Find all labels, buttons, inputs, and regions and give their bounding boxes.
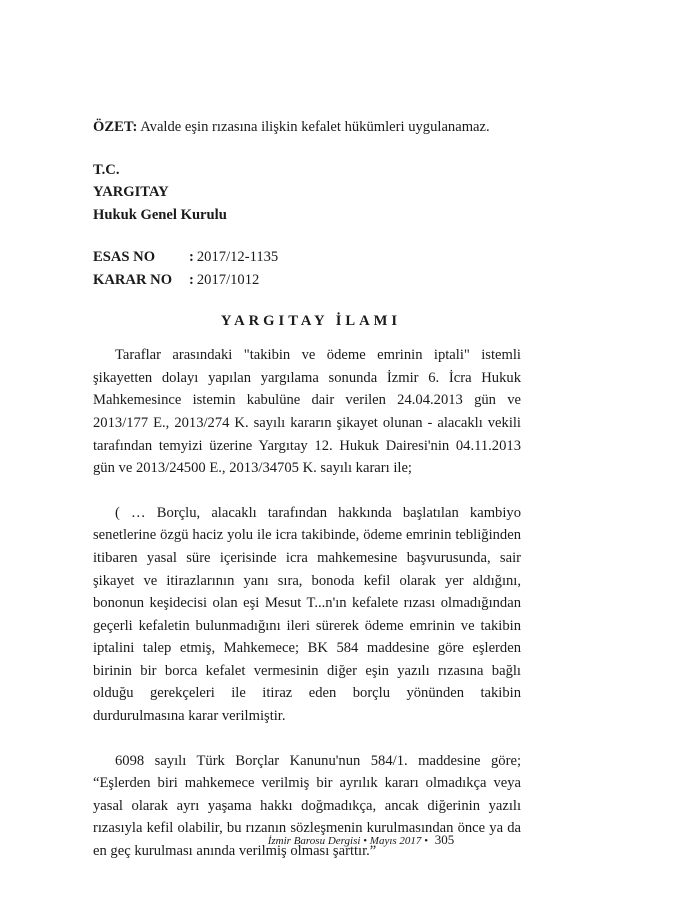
karar-value: 2017/1012 — [196, 271, 260, 288]
case-references — [93, 246, 521, 291]
esas-colon: : — [189, 249, 194, 266]
esas-row — [93, 246, 521, 269]
paragraph: Taraflar arasındaki "takibin ve ödeme emrinin iptali" istemli şikayetten dolayı yapılan yargılama sonunda İzmir 6. İcra Hukuk Mahkemesince istemin kabulüne dair verilen 24.04.2013 gün ve 2013/177 E., 2013/274 K. sayılı kararın şikayet olunan - alacaklı vekili tarafından temyizi üzerine Yargıtay 12. Hukuk Dairesi'nin 04.11.2013 gün ve 2013/24500 E., 2013/34705 K. sayılı kararı ile; — [93, 347, 521, 477]
karar-label: KARAR NO — [93, 271, 173, 288]
court-name: YARGITAY — [93, 184, 169, 201]
summary-text: Avalde eşin rızasına ilişkin kefalet hükümleri uygulanamaz. — [140, 119, 490, 135]
court-chamber: Hukuk Genel Kurulu — [93, 206, 227, 223]
paragraph: ( … Borçlu, alacaklı tarafından hakkında başlatılan kambiyo senetlerine özgü haciz yolu ile icra takibinde, ödeme emrinin tebliğinden itibaren yasal süre içerisinde icra mahkemesine başvurusunda, sair şikayet ve itirazlarının yanı sıra, bonoda kefil olarak yer aldığını, bononun keşidecisi olan eşi Mesut T...n'ın kefalete rızası olmadığından geçerli kefaletin bulunmadığını ileri sürerek ödeme emrinin ve takibin iptalini talep etmiş, Mahkemece; BK 584 maddesine göre eşlerden birinin bir borca kefalet vermesinin diğer eşin yazılı rızasına bağlı olduğu gerekçeleri ile itiraz eden borçlu yönünden takibin durdurulmasına karar verilmiştir. — [93, 504, 521, 725]
karar-row — [93, 269, 521, 292]
court-header — [93, 159, 521, 227]
esas-label: ESAS NO — [93, 249, 156, 266]
page-number: 305 — [434, 832, 455, 847]
paragraph: 6098 sayılı Türk Borçlar Kanunu'nun 584/1. maddesine göre; “Eşlerden biri mahkemece verilmiş bir ayrılık kararı olmadıkça veya yasal olarak ayrı yaşama hakkı doğmadıkça, ancak diğerinin yazılı rızasıyla kefil olabilir, bu rızanın sözleşmenin kurulmasından önce ya da en geç kurulması anında verilmiş olması şarttır.” — [93, 752, 521, 860]
page-footer — [0, 832, 700, 849]
esas-value: 2017/12-1135 — [196, 249, 279, 266]
summary-label: ÖZET: — [93, 119, 138, 135]
summary — [93, 116, 521, 139]
karar-colon: : — [189, 271, 194, 288]
journal-name: İzmir Barosu Dergisi • Mayıs 2017 • — [267, 835, 429, 847]
court-country: T.C. — [93, 161, 120, 178]
ilam-title: YARGITAY İLAMI — [220, 312, 402, 329]
document-content — [93, 116, 521, 863]
